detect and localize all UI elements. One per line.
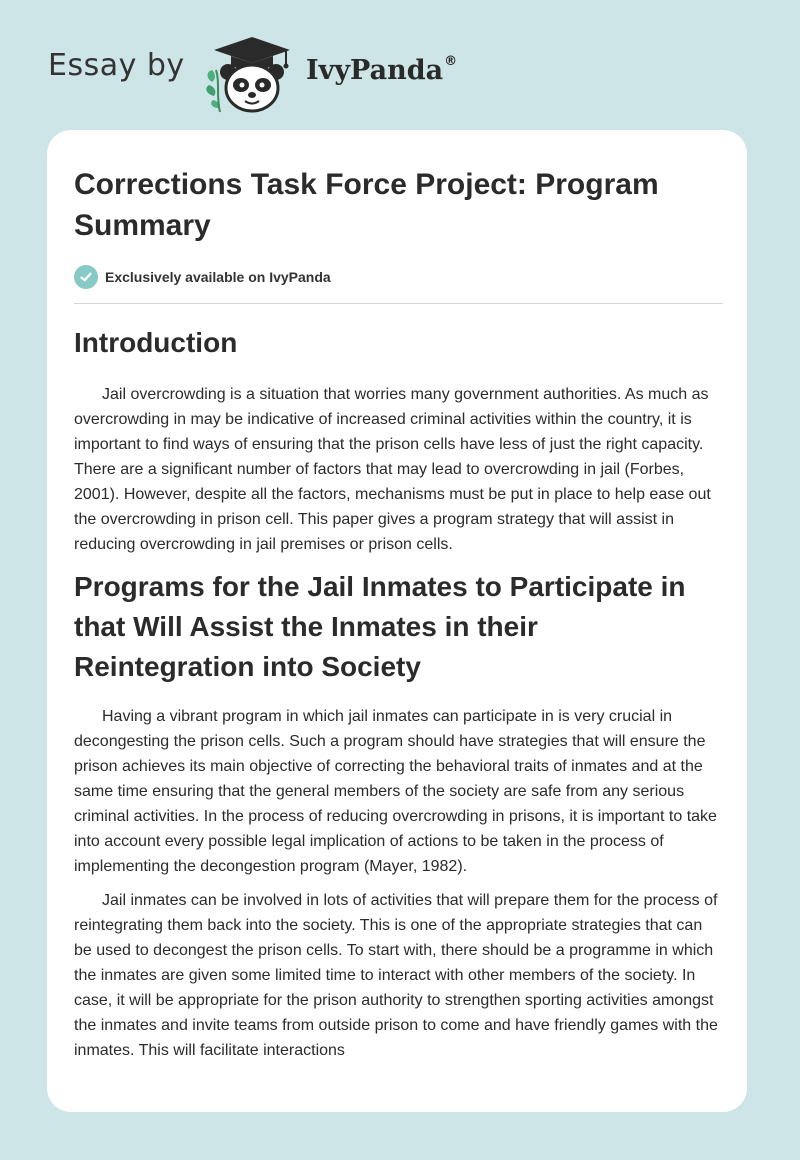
exclusive-badge — [74, 264, 331, 290]
site-header — [48, 32, 568, 112]
brand-name-text: IvyPanda — [306, 55, 444, 86]
ivypanda-logo-icon[interactable] — [204, 34, 300, 114]
title-divider — [74, 303, 723, 304]
registered-mark: ® — [444, 54, 458, 69]
brand-name[interactable] — [306, 54, 457, 86]
section-heading-programs: Programs for the Jail Inmates to Participate in that Will Assist the Inmates in their Reintegration into Society — [74, 571, 686, 682]
essay-body — [74, 320, 722, 1072]
checkmark-icon — [74, 265, 98, 289]
essay-by-label: Essay by — [48, 48, 185, 83]
page-title: Corrections Task Force Project: Program Summary — [74, 168, 659, 242]
exclusive-badge-label: Exclusively available on IvyPanda — [105, 269, 331, 285]
paragraph: Having a vibrant program in which jail inmates can participate in is very crucial in decongesting the prison cells. Such a program should have strategies that will ensure the prison achieves its main objective of correcting the behavioral traits of inmates and at the same time ensuring that the general members of the society are safe from any serious criminal activities. In the process of reducing overcrowding in prisons, it is important to take into account every possible legal implication of actions to be taken in the process of implementing the decongestion program (Mayer, 1982). — [74, 708, 717, 875]
paragraph: Jail inmates can be involved in lots of activities that will prepare them for the process of reintegrating them back into the society. This is one of the appropriate strategies that can be used to decongest the prison cells. To start with, there should be a programme in which the inmates are given some limited time to interact with other members of the society. In case, it will be appropriate for the prison authority to strengthen sporting activities amongst the inmates and invite teams from outside prison to come and have friendly games with the inmates. This will facilitate interactions — [74, 892, 718, 1059]
section-heading-introduction: Introduction — [74, 327, 238, 358]
essay-card — [47, 130, 747, 1112]
paragraph: Jail overcrowding is a situation that worries many government authorities. As much as overcrowding in may be indicative of increased criminal activities within the country, it is important to find ways of ensuring that the prison cells have less of just the right capacity. There are a significant number of factors that may lead to overcrowding in jail (Forbes, 2001). However, despite all the factors, mechanisms must be put in place to help ease out the overcrowding in prison cell. This paper gives a program strategy that will assist in reducing overcrowding in jail premises or prison cells. — [74, 386, 711, 553]
